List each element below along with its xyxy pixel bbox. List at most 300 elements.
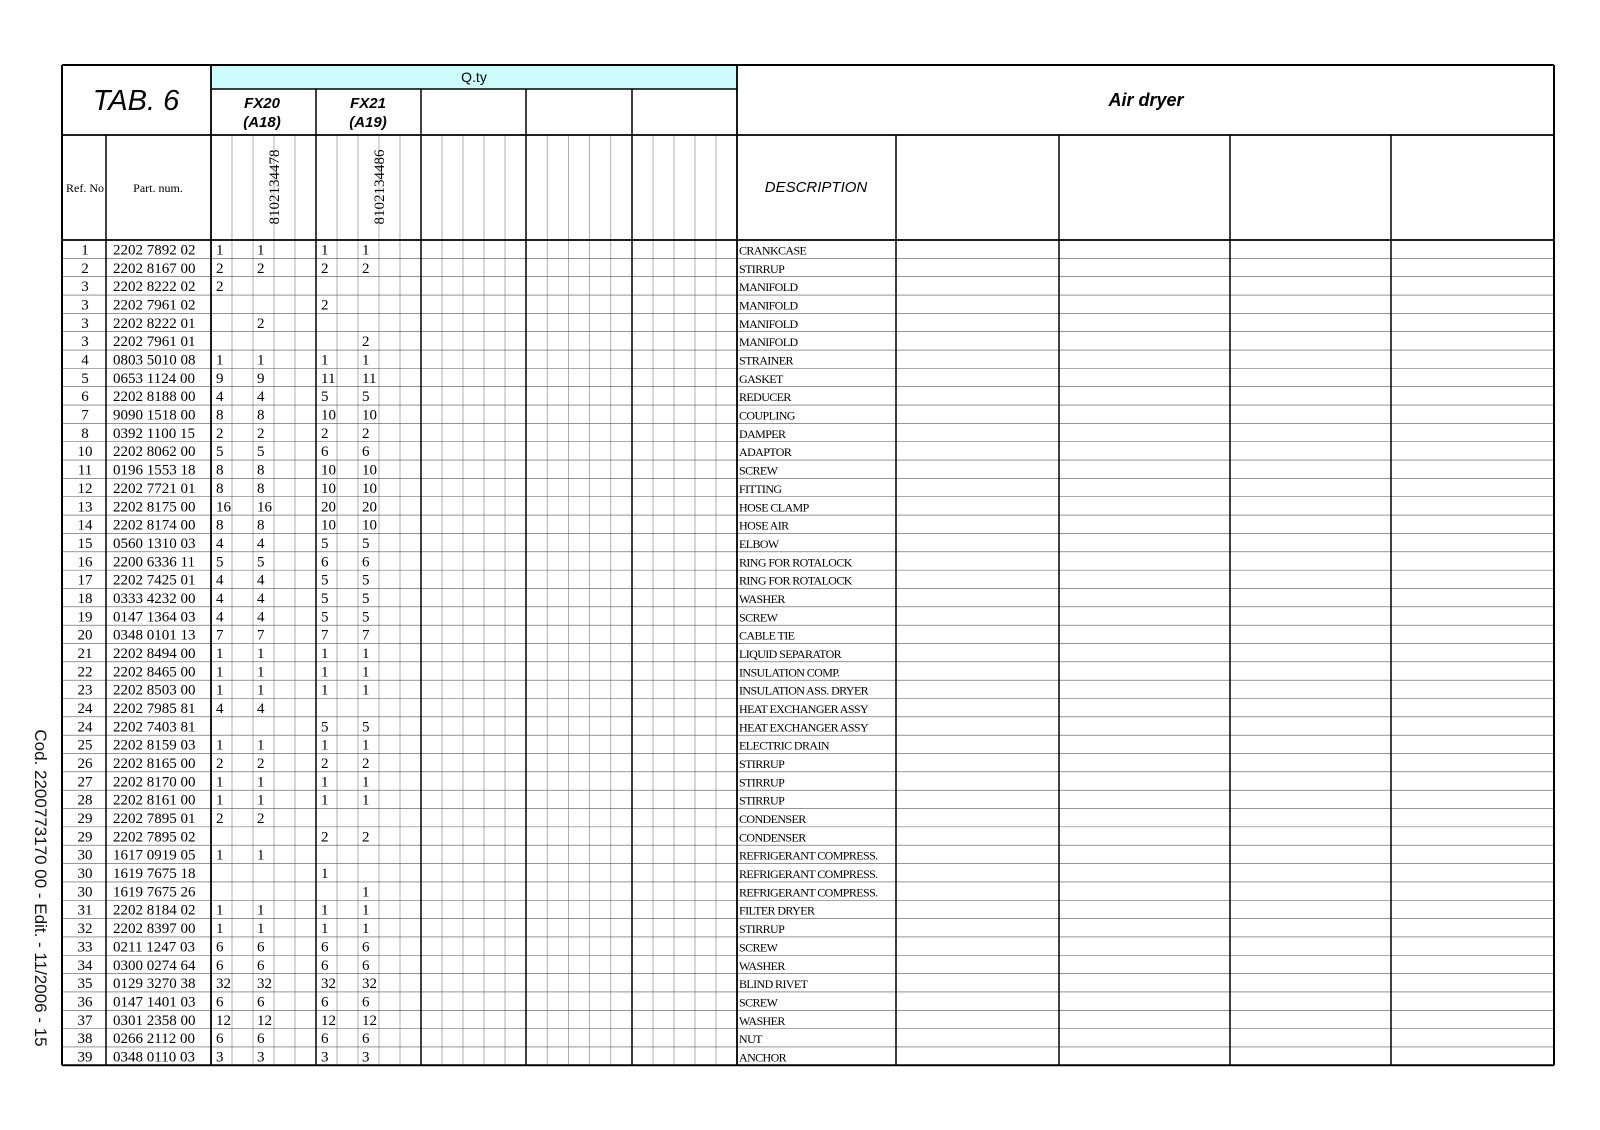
qty-cell: 9 <box>216 370 224 387</box>
qty-cell: 1 <box>362 664 370 681</box>
qty-cell: 6 <box>216 939 224 956</box>
ref-cell: 33 <box>77 939 93 956</box>
ref-cell: 38 <box>77 1031 93 1048</box>
document-code: Cod. 2200773170 00 - Edit. - 11/2006 - 15 <box>31 729 50 1047</box>
qty-cell: 2 <box>362 829 370 846</box>
description-cell: DAMPER <box>739 426 786 441</box>
description-cell: FITTING <box>739 481 782 496</box>
qty-cell: 6 <box>216 1031 224 1048</box>
description-cell: SCREW <box>739 940 778 955</box>
qty-cell: 5 <box>321 609 329 626</box>
part-number-cell: 2202 8465 00 <box>113 664 196 681</box>
qty-cell: 6 <box>216 994 224 1011</box>
qty-cell: 1 <box>216 664 224 681</box>
description-cell: ANCHOR <box>739 1050 787 1065</box>
qty-cell: 1 <box>321 902 329 919</box>
qty-cell: 1 <box>216 792 224 809</box>
description-cell: ELBOW <box>739 536 779 551</box>
description-cell: FILTER DRYER <box>739 903 815 918</box>
qty-cell: 2 <box>257 260 265 277</box>
qty-cell: 8 <box>216 517 224 534</box>
ref-cell: 3 <box>81 315 89 332</box>
qty-cell: 32 <box>257 976 272 993</box>
part-number-cell: 0560 1310 03 <box>113 535 196 552</box>
part-number-cell: 0348 0101 13 <box>113 627 196 644</box>
table-label: TAB. 6 <box>92 85 180 117</box>
part-number-cell: 2202 7892 02 <box>113 242 196 259</box>
qty-cell: 7 <box>257 627 265 644</box>
qty-cell: 4 <box>216 535 224 552</box>
part-number-cell: 0196 1553 18 <box>113 462 196 479</box>
ref-cell: 14 <box>77 517 93 534</box>
ref-cell: 10 <box>77 444 93 461</box>
ref-cell: 18 <box>77 590 93 607</box>
description-cell: SCREW <box>739 995 778 1010</box>
ref-cell: 1 <box>81 242 89 259</box>
qty-cell: 10 <box>362 517 377 534</box>
qty-cell: 2 <box>216 425 224 442</box>
part-number-cell: 0301 2358 00 <box>113 1012 196 1029</box>
qty-cell: 4 <box>216 590 224 607</box>
ref-cell: 19 <box>77 609 93 626</box>
description-cell: HEAT EXCHANGER ASSY <box>739 720 869 735</box>
qty-cell: 8 <box>216 462 224 479</box>
qty-cell: 1 <box>321 242 329 259</box>
qty-cell: 4 <box>216 701 224 717</box>
ref-cell: 30 <box>77 884 93 901</box>
qty-cell: 5 <box>216 554 224 571</box>
qty-cell: 2 <box>257 756 265 773</box>
ref-cell: 26 <box>77 756 93 773</box>
qty-cell: 2 <box>257 811 265 828</box>
qty-cell: 2 <box>321 297 329 314</box>
part-number-cell: 2202 8397 00 <box>113 921 196 938</box>
ref-cell: 8 <box>81 425 89 442</box>
part-number-cell: 2202 8494 00 <box>113 645 196 662</box>
qty-cell: 2 <box>216 756 224 773</box>
part-number-cell: 2202 8167 00 <box>113 260 196 277</box>
ref-cell: 37 <box>77 1012 93 1029</box>
qty-cell: 1 <box>362 902 370 919</box>
part-number-cell: 0147 1364 03 <box>113 609 196 626</box>
description-cell: RING FOR ROTALOCK <box>739 573 852 588</box>
part-number-cell: 2202 8222 02 <box>113 279 196 296</box>
qty-cell: 1 <box>216 921 224 938</box>
description-cell: STRAINER <box>739 353 793 368</box>
ref-cell: 11 <box>77 462 93 479</box>
qty-cell: 6 <box>257 994 265 1011</box>
ref-cell: 23 <box>77 682 93 699</box>
part-number-cell: 2202 7403 81 <box>113 719 196 736</box>
qty-cell: 12 <box>216 1012 231 1029</box>
qty-label: Q.ty <box>461 69 487 85</box>
qty-cell: 1 <box>321 682 329 699</box>
qty-cell: 6 <box>257 1031 265 1048</box>
qty-cell: 1 <box>257 792 265 809</box>
qty-cell: 2 <box>257 315 265 332</box>
description-cell: COUPLING <box>739 408 795 423</box>
qty-cell: 1 <box>216 774 224 791</box>
part-number-cell: 9090 1518 00 <box>113 407 196 424</box>
qty-cell: 8 <box>257 407 265 424</box>
qty-cell: 1 <box>216 645 224 662</box>
qty-cell: 6 <box>321 554 329 571</box>
part-number-cell: 0211 1247 03 <box>113 939 195 956</box>
description-cell: WASHER <box>739 1013 785 1028</box>
qty-cell: 10 <box>362 480 377 497</box>
qty-cell: 1 <box>321 352 329 369</box>
part-number-cell: 2202 7721 01 <box>113 480 196 497</box>
qty-cell: 1 <box>257 664 265 681</box>
qty-cell: 6 <box>321 1031 329 1048</box>
qty-cell: 2 <box>321 425 329 442</box>
qty-cell: 6 <box>362 554 370 571</box>
part-number-cell: 2202 8184 02 <box>113 902 196 919</box>
qty-cell: 2 <box>257 425 265 442</box>
qty-cell: 5 <box>257 554 265 571</box>
part-number-cell: 0333 4232 00 <box>113 590 196 607</box>
description-cell: ELECTRIC DRAIN <box>739 738 829 753</box>
part-header: Part. num. <box>133 181 183 195</box>
description-cell: CONDENSER <box>739 830 806 845</box>
qty-cell: 1 <box>257 921 265 938</box>
qty-cell: 1 <box>321 774 329 791</box>
description-cell: SCREW <box>739 463 778 478</box>
qty-cell: 1 <box>257 774 265 791</box>
fx21-code-label: 8102134486 <box>372 149 388 225</box>
ref-cell: 27 <box>77 774 93 791</box>
description-cell: MANIFOLD <box>739 298 798 313</box>
qty-cell: 7 <box>362 627 370 644</box>
qty-cell: 1 <box>321 866 329 883</box>
part-number-cell: 2202 8062 00 <box>113 444 196 461</box>
qty-cell: 10 <box>362 407 377 424</box>
qty-cell: 1 <box>321 737 329 754</box>
ref-cell: 3 <box>81 297 89 314</box>
qty-cell: 6 <box>257 957 265 974</box>
description-cell: WASHER <box>739 958 785 973</box>
fx20-code-label: 8102134478 <box>267 149 283 225</box>
description-cell: CRANKCASE <box>739 243 807 258</box>
ref-cell: 28 <box>77 792 93 809</box>
description-cell: INSULATION ASS. DRYER <box>739 683 869 698</box>
qty-cell: 1 <box>216 902 224 919</box>
qty-cell: 1 <box>362 884 370 901</box>
qty-cell: 12 <box>362 1012 377 1029</box>
ref-cell: 30 <box>77 866 93 883</box>
qty-cell: 2 <box>321 829 329 846</box>
qty-cell: 12 <box>257 1012 272 1029</box>
qty-cell: 1 <box>257 645 265 662</box>
qty-cell: 5 <box>321 719 329 736</box>
qty-cell: 1 <box>321 921 329 938</box>
qty-cell: 8 <box>216 407 224 424</box>
qty-cell: 12 <box>321 1012 336 1029</box>
qty-cell: 2 <box>216 811 224 828</box>
qty-cell: 1 <box>321 664 329 681</box>
qty-cell: 5 <box>362 535 370 552</box>
ref-cell: 3 <box>81 279 89 296</box>
table-cells <box>78 243 879 1066</box>
fx20-variant-label: (A18) <box>243 114 281 131</box>
part-number-cell: 2202 7961 01 <box>113 334 196 351</box>
part-number-cell: 2202 8161 00 <box>113 792 196 809</box>
ref-cell: 35 <box>77 976 93 993</box>
qty-cell: 2 <box>362 425 370 442</box>
qty-cell: 5 <box>362 590 370 607</box>
description-cell: ADAPTOR <box>739 445 792 460</box>
qty-cell: 8 <box>257 517 265 534</box>
description-cell: HOSE CLAMP <box>739 500 809 515</box>
qty-cell: 2 <box>362 756 370 773</box>
qty-cell: 1 <box>362 352 370 369</box>
qty-cell: 7 <box>216 627 224 644</box>
part-number-cell: 0300 0274 64 <box>113 957 196 974</box>
part-number-cell: 2202 7425 01 <box>113 572 196 589</box>
qty-cell: 16 <box>216 499 231 516</box>
qty-cell: 8 <box>257 462 265 479</box>
part-number-cell: 2202 8222 01 <box>113 315 196 332</box>
description-cell: STIRRUP <box>739 922 785 937</box>
qty-cell: 1 <box>216 352 224 369</box>
qty-cell: 20 <box>362 499 377 516</box>
qty-cell: 4 <box>216 609 224 626</box>
qty-cell: 10 <box>321 407 336 424</box>
qty-cell: 5 <box>362 389 370 406</box>
part-number-cell: 2202 8170 00 <box>113 774 196 791</box>
description-cell: HEAT EXCHANGER ASSY <box>739 702 869 716</box>
ref-cell: 17 <box>77 572 93 589</box>
qty-cell: 32 <box>362 976 377 993</box>
part-number-cell: 0803 5010 08 <box>113 352 196 369</box>
ref-cell: 24 <box>77 701 93 717</box>
qty-cell: 1 <box>362 682 370 699</box>
part-number-cell: 2202 7985 81 <box>113 701 196 717</box>
qty-cell: 9 <box>257 370 265 387</box>
ref-cell: 24 <box>77 719 93 736</box>
fx21-model-label: FX21 <box>350 95 386 112</box>
description-cell: REFRIGERANT COMPRESS. <box>739 848 878 863</box>
qty-cell: 5 <box>362 572 370 589</box>
ref-cell: 5 <box>81 370 89 387</box>
qty-cell: 32 <box>321 976 336 993</box>
part-number-cell: 2202 7895 02 <box>113 829 196 846</box>
qty-cell: 1 <box>257 847 265 864</box>
description-cell: STIRRUP <box>739 261 785 276</box>
ref-cell: 39 <box>77 1049 93 1066</box>
qty-cell: 4 <box>257 389 265 406</box>
description-cell: INSULATION COMP. <box>739 665 840 680</box>
qty-cell: 6 <box>321 939 329 956</box>
qty-cell: 1 <box>362 921 370 938</box>
description-cell: CABLE TIE <box>739 628 795 643</box>
qty-cell: 3 <box>362 1049 370 1066</box>
description-header: DESCRIPTION <box>764 179 868 196</box>
qty-cell: 11 <box>321 370 336 387</box>
qty-cell: 3 <box>257 1049 265 1066</box>
qty-cell: 2 <box>321 756 329 773</box>
qty-cell: 32 <box>216 976 231 993</box>
qty-cell: 6 <box>321 957 329 974</box>
qty-cell: 10 <box>362 462 377 479</box>
qty-cell: 5 <box>362 609 370 626</box>
ref-cell: 4 <box>81 352 89 369</box>
part-number-cell: 2202 7961 02 <box>113 297 196 314</box>
qty-cell: 1 <box>362 792 370 809</box>
part-number-cell: 2200 6336 11 <box>113 554 195 571</box>
ref-cell: 29 <box>77 811 93 828</box>
ref-cell: 2 <box>81 260 89 277</box>
qty-cell: 1 <box>216 242 224 259</box>
qty-cell: 4 <box>257 535 265 552</box>
part-number-cell: 1619 7675 26 <box>113 884 196 901</box>
qty-cell: 16 <box>257 499 272 516</box>
ref-cell: 36 <box>77 994 93 1011</box>
qty-cell: 6 <box>362 444 370 461</box>
ref-cell: 25 <box>77 737 93 754</box>
ref-cell: 34 <box>77 957 93 974</box>
qty-cell: 2 <box>321 260 329 277</box>
qty-cell: 3 <box>321 1049 329 1066</box>
qty-cell: 1 <box>362 645 370 662</box>
description-cell: CONDENSER <box>739 812 806 827</box>
description-cell: STIRRUP <box>739 775 785 790</box>
description-cell: NUT <box>739 1032 762 1047</box>
qty-cell: 1 <box>257 737 265 754</box>
ref-cell: 32 <box>77 921 93 938</box>
qty-cell: 7 <box>321 627 329 644</box>
qty-cell: 1 <box>257 902 265 919</box>
qty-cell: 4 <box>216 389 224 406</box>
qty-cell: 6 <box>362 957 370 974</box>
part-number-cell: 2202 8188 00 <box>113 389 196 406</box>
description-cell: STIRRUP <box>739 757 785 772</box>
ref-cell: 12 <box>77 480 93 497</box>
ref-cell: 6 <box>81 389 89 406</box>
part-number-cell: 2202 8165 00 <box>113 756 196 773</box>
qty-cell: 4 <box>257 590 265 607</box>
ref-cell: 30 <box>77 847 93 864</box>
ref-cell: 13 <box>77 499 93 516</box>
qty-cell: 6 <box>321 444 329 461</box>
qty-cell: 1 <box>321 645 329 662</box>
qty-cell: 11 <box>362 370 377 387</box>
part-number-cell: 2202 8174 00 <box>113 517 196 534</box>
part-number-cell: 1619 7675 18 <box>113 866 196 883</box>
qty-cell: 5 <box>362 719 370 736</box>
qty-cell: 5 <box>216 444 224 461</box>
qty-cell: 1 <box>216 682 224 699</box>
qty-cell: 8 <box>216 480 224 497</box>
part-number-cell: 0392 1100 15 <box>113 425 195 442</box>
ref-cell: 31 <box>77 902 93 919</box>
fx21-variant-label: (A19) <box>349 114 387 131</box>
description-cell: STIRRUP <box>739 793 785 808</box>
ref-cell: 15 <box>77 535 93 552</box>
description-cell: SCREW <box>739 610 778 625</box>
qty-cell: 6 <box>257 939 265 956</box>
description-cell: RING FOR ROTALOCK <box>739 555 852 570</box>
part-number-cell: 0653 1124 00 <box>113 370 195 387</box>
qty-cell: 1 <box>257 682 265 699</box>
qty-cell: 1 <box>362 242 370 259</box>
ref-cell: 7 <box>81 407 89 424</box>
part-number-cell: 0348 0110 03 <box>113 1049 195 1066</box>
part-number-cell: 0266 2112 00 <box>113 1031 195 1048</box>
description-cell: MANIFOLD <box>739 335 798 350</box>
qty-cell: 5 <box>321 389 329 406</box>
fx20-model-label: FX20 <box>244 95 280 112</box>
qty-cell: 5 <box>321 535 329 552</box>
qty-cell: 5 <box>321 572 329 589</box>
qty-cell: 20 <box>321 499 336 516</box>
ref-cell: 22 <box>77 664 93 681</box>
description-cell: WASHER <box>739 591 785 606</box>
qty-cell: 4 <box>216 572 224 589</box>
qty-cell: 4 <box>257 701 265 717</box>
qty-cell: 1 <box>216 737 224 754</box>
qty-cell: 2 <box>362 260 370 277</box>
qty-cell: 2 <box>362 334 370 351</box>
ref-cell: 29 <box>77 829 93 846</box>
qty-cell: 3 <box>216 1049 224 1066</box>
qty-cell: 8 <box>257 480 265 497</box>
qty-cell: 4 <box>257 609 265 626</box>
description-cell: MANIFOLD <box>739 280 798 295</box>
description-cell: GASKET <box>739 371 783 386</box>
qty-cell: 6 <box>362 1031 370 1048</box>
description-cell: BLIND RIVET <box>739 977 808 992</box>
qty-cell: 1 <box>216 847 224 864</box>
qty-cell: 10 <box>321 462 336 479</box>
qty-cell: 6 <box>216 957 224 974</box>
qty-cell: 10 <box>321 480 336 497</box>
qty-cell: 1 <box>362 737 370 754</box>
qty-cell: 2 <box>216 260 224 277</box>
qty-cell: 2 <box>216 279 224 296</box>
part-number-cell: 2202 8175 00 <box>113 499 196 516</box>
part-number-cell: 2202 8159 03 <box>113 737 196 754</box>
part-number-cell: 0147 1401 03 <box>113 994 196 1011</box>
qty-cell: 6 <box>321 994 329 1011</box>
part-number-cell: 2202 7895 01 <box>113 811 196 828</box>
description-cell: REFRIGERANT COMPRESS. <box>739 867 878 882</box>
qty-cell: 10 <box>321 517 336 534</box>
description-cell: HOSE AIR <box>739 518 789 533</box>
qty-cell: 4 <box>257 572 265 589</box>
description-cell: REFRIGERANT COMPRESS. <box>739 885 878 900</box>
ref-cell: 16 <box>77 554 93 571</box>
ref-cell: 20 <box>77 627 93 644</box>
page-title: Air dryer <box>1108 90 1184 110</box>
part-number-cell: 1617 0919 05 <box>113 847 196 864</box>
qty-cell: 5 <box>321 590 329 607</box>
part-number-cell: 0129 3270 38 <box>113 976 196 993</box>
qty-cell: 1 <box>362 774 370 791</box>
description-cell: REDUCER <box>739 390 791 405</box>
ref-cell: 3 <box>81 334 89 351</box>
qty-cell: 6 <box>362 994 370 1011</box>
part-number-cell: 2202 8503 00 <box>113 682 196 699</box>
qty-cell: 5 <box>257 444 265 461</box>
description-cell: LIQUID SEPARATOR <box>739 646 842 661</box>
qty-cell: 1 <box>257 352 265 369</box>
qty-cell: 6 <box>362 939 370 956</box>
qty-cell: 1 <box>257 242 265 259</box>
ref-header: Ref. No <box>66 181 104 195</box>
ref-cell: 21 <box>77 645 93 662</box>
description-cell: MANIFOLD <box>739 316 798 331</box>
